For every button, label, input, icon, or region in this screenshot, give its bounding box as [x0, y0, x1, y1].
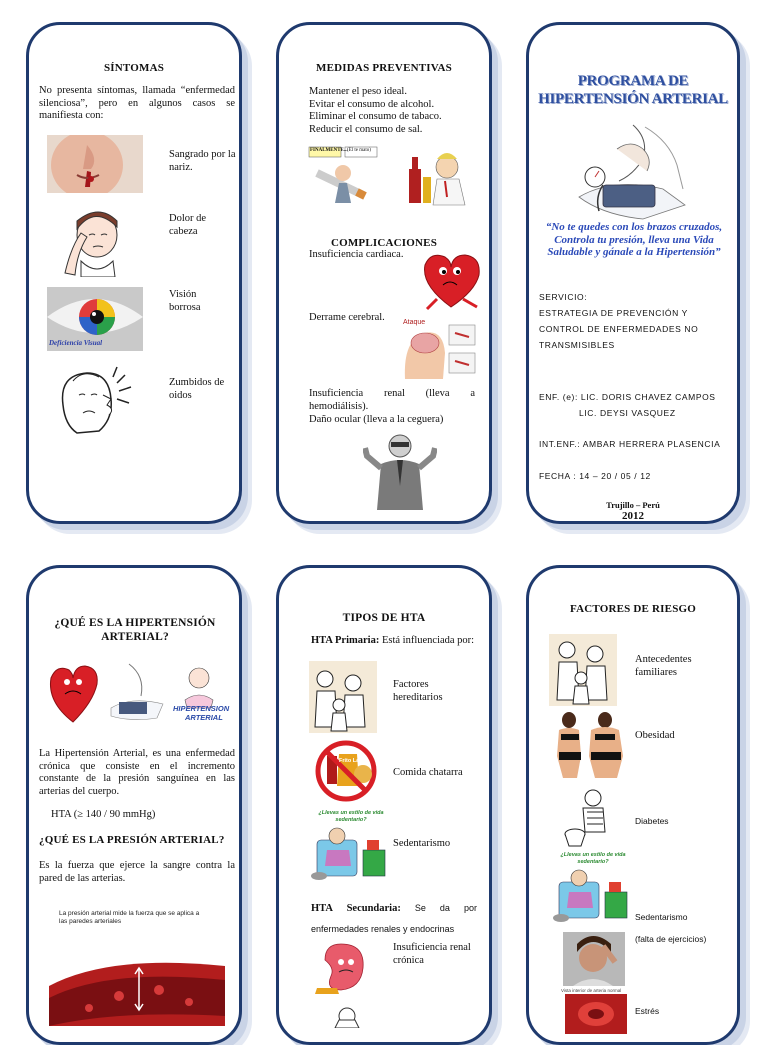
servicio-line-3: TRANSMISIBLES	[539, 340, 615, 350]
medida-4: Reducir el consumo de sal.	[309, 123, 423, 135]
factor-2: Obesidad	[635, 730, 675, 741]
ear-ringing-image	[53, 365, 133, 439]
panel-medidas	[276, 22, 492, 524]
factores-title: FACTORES DE RIESGO	[569, 603, 697, 615]
stress-image	[561, 932, 625, 993]
secundaria-label: HTA Secundaria:	[311, 903, 401, 914]
presion-title: ¿QUÉ ES LA PRESIÓN ARTERIAL?	[39, 834, 225, 846]
sedentary-caption-tipos: ¿Llevas un estilo de vida sedentario?	[318, 810, 384, 823]
int-enf: INT.ENF.: AMBAR HERRERA PLASENCIA	[539, 439, 721, 449]
sintoma-label-1: Sangrado por la nariz.	[169, 149, 236, 173]
hereditary-family-image	[309, 661, 377, 733]
blindness-man-image	[363, 430, 437, 510]
hta-secundaria	[311, 898, 477, 940]
servicio-block	[539, 289, 739, 353]
primaria-item-3: Sedentarismo	[393, 838, 451, 849]
blood-pressure-cuff-image	[573, 119, 689, 223]
eye-caption: Deficiencia Visual	[49, 339, 103, 347]
alcohol-cartoon-image	[403, 143, 471, 209]
sintomas-title: SÍNTOMAS	[103, 62, 165, 74]
stress-caption: Vista interior de arteria normal	[561, 988, 622, 993]
junk-food-image	[311, 738, 381, 804]
obesity-image	[551, 712, 625, 778]
secundaria-text: Se da por enfermedades renales y endocrinas	[311, 903, 477, 934]
medidas-title: MEDIDAS PREVENTIVAS	[316, 62, 452, 74]
endocrine-cartoon-image	[327, 1004, 363, 1028]
primaria-label: HTA Primaria:	[311, 635, 380, 646]
tipos-title: TIPOS DE HTA	[342, 612, 426, 624]
complicacion-4: Daño ocular (lleva a la ceguera)	[309, 414, 444, 425]
sintoma-label-3: Visión borrosa	[169, 289, 201, 313]
cover-city: Trujillo – Perú	[606, 500, 660, 510]
panel-factores	[526, 565, 740, 1045]
complicaciones-title: COMPLICACIONES	[330, 237, 438, 249]
primaria-item-1: Factores hereditarios	[393, 679, 443, 703]
sintoma-label-2: Dolor de cabeza	[169, 213, 207, 237]
factor-4-detail: (falta de ejercicios)	[635, 934, 707, 944]
panel-que-es	[26, 565, 242, 1045]
enf-line-2: LIC. DEYSI VASQUEZ	[579, 408, 676, 418]
factor-1: Antecedentes familiares	[635, 654, 692, 678]
hta-logo-text	[173, 704, 233, 722]
medida-2: Evitar el consumo de alcohol.	[309, 98, 435, 110]
ataque-label: Ataque	[403, 319, 426, 326]
que-es-title: ¿QUÉ ES LA HIPERTENSIÓN ARTERIAL?	[54, 617, 216, 643]
artery-plaque-image	[565, 994, 627, 1034]
factor-5: Estrés	[635, 1006, 660, 1016]
hta-definition: La Hipertensión Arterial, es una enfermedad crónica que consiste en el incremento constante de la presión sanguínea en las arterias del cuerpo.	[39, 748, 235, 797]
hta-logo-text-1: HIPERTENSION	[173, 704, 230, 713]
cover-year: 2012	[622, 510, 644, 522]
sintomas-intro: No presenta síntomas, llamada “enfermedad silenciosa”, pero en algunos casos se manifiesta con:	[39, 85, 235, 121]
eye-image	[47, 287, 143, 351]
servicio-line-2: CONTROL DE ENFERMEDADES NO	[539, 324, 699, 334]
family-history-image	[549, 634, 617, 706]
complicacion-3: Insuficiencia renal (lleva a hemodiálisis).	[309, 388, 475, 412]
primaria-item-2: Comida chatarra	[393, 767, 463, 778]
artery-caption: La presión arterial mide la fuerza que se aplica a las paredes arteriales	[59, 910, 200, 925]
headache-image	[59, 203, 133, 277]
hta-value: HTA (≥ 140 / 90 mmHg)	[51, 809, 156, 820]
nosebleed-image	[47, 135, 143, 193]
presion-definition: Es la fuerza que ejerce la sangre contra la pared de las arterias.	[39, 860, 235, 884]
cartoon-text-1: FINALMENTE...	[310, 148, 348, 153]
medida-3: Eliminar el consumo de tabaco.	[309, 111, 442, 122]
panel-tipos	[276, 565, 492, 1045]
servicio-line-1: ESTRATEGIA DE PREVENCIÓN Y	[539, 308, 688, 318]
sedentary-image	[309, 810, 393, 884]
cover-quote: “No te quedes con los brazos cruzados, Controla tu presión, lleva una Vida Saludable y gánale a la Hipertensión”	[545, 221, 723, 258]
enf-line-1: ENF. (e): LIC. DORIS CHAVEZ CAMPOS	[539, 392, 716, 402]
sintoma-label-4: Zumbidos de oidos	[169, 377, 225, 401]
artery-image	[49, 906, 225, 1026]
cover-title-line1: PROGRAMA DE	[577, 73, 689, 89]
cover-title	[529, 72, 737, 108]
secundaria-item-1: Insuficiencia renal crónica	[393, 942, 471, 966]
stroke-brain-image	[399, 319, 477, 381]
kidney-cartoon-image	[311, 938, 371, 998]
hta-logo-text-2: ARTERIAL	[185, 713, 223, 722]
panel-sintomas	[26, 22, 242, 524]
junk-label: Frito Lay	[339, 758, 363, 764]
medida-1: Mantener el peso ideal.	[309, 86, 407, 97]
panel-cover	[526, 22, 740, 524]
servicio-label: SERVICIO:	[539, 292, 588, 302]
medidas-list	[309, 86, 485, 136]
hta-collage-image	[45, 656, 229, 732]
sedentary-caption-factores: ¿Llevas un estilo de vida sedentario?	[560, 852, 626, 865]
sedentary-factor-image	[551, 852, 635, 926]
cover-title-line2: HIPERTENSIÓN ARTERIAL	[538, 91, 728, 107]
heart-cartoon-image	[417, 247, 485, 313]
factor-4: Sedentarismo	[635, 912, 688, 922]
complicacion-2: Derrame cerebral.	[309, 312, 385, 323]
primaria-text: Está influenciada por:	[379, 635, 475, 646]
fecha: FECHA : 14 – 20 / 05 / 12	[539, 471, 651, 481]
cigarette-cartoon-image	[307, 143, 379, 209]
diabetes-image	[563, 788, 609, 848]
factor-3: Diabetes	[635, 816, 669, 826]
complicacion-1: Insuficiencia cardiaca.	[309, 249, 404, 260]
cartoon-text-2: (El te mato)	[347, 148, 371, 153]
hta-primaria	[311, 632, 477, 650]
